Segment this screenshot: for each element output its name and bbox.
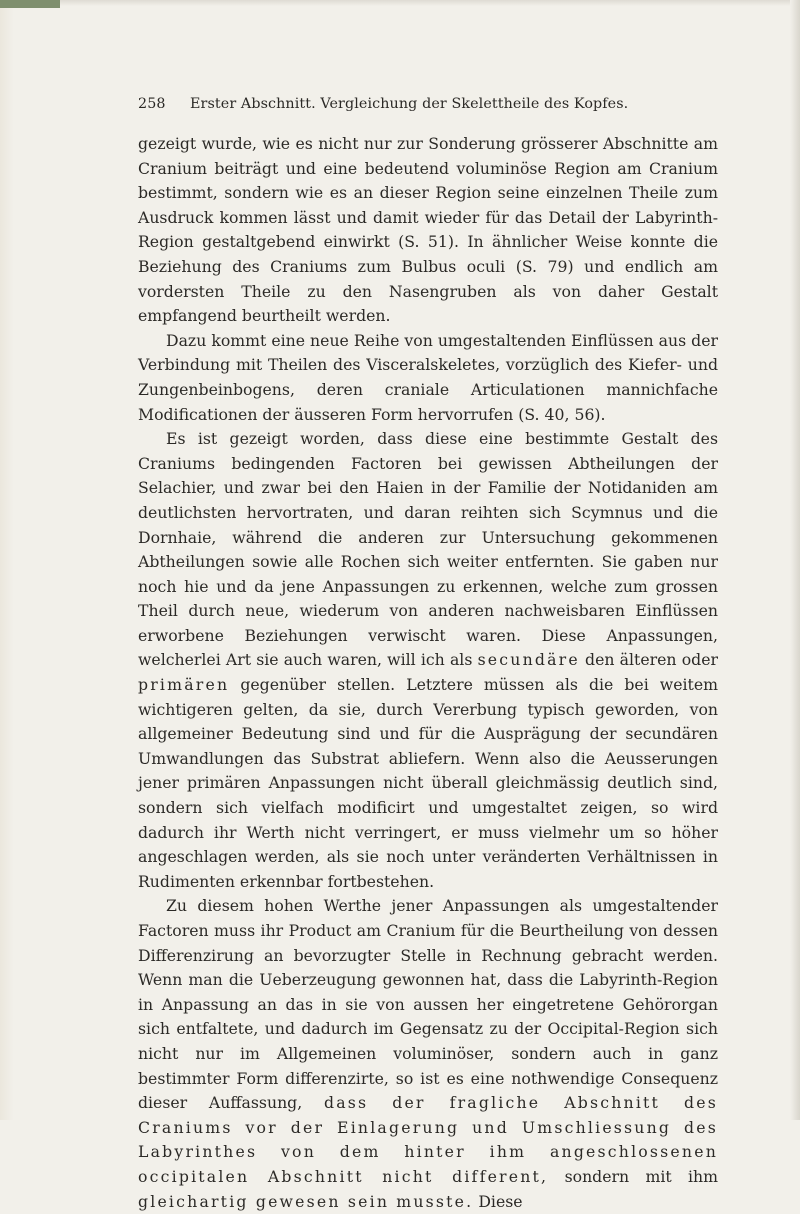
scan-edge-top (0, 0, 800, 6)
page-number: 258 (138, 96, 166, 112)
paragraph-2: Dazu kommt eine neue Reihe von umgestaltenden Einflüssen aus der Verbindung mit Theilen des Visceralskeletes, vorzüglich des Kiefer- und Zungenbeinbogens, deren craniale Articulationen mannichfache Modificationen der äusseren Form hervorrufen (S. 40, 56). (138, 330, 718, 424)
emphasis-spaced-passage-2: gleichartig gewesen sein musste. (138, 1191, 474, 1211)
running-title: Erster Abschnitt. Vergleichung der Skelettheile des Kopfes. (190, 96, 629, 112)
running-head (138, 96, 718, 122)
page-body (138, 132, 718, 1214)
paragraph-1: gezeigt wurde, wie es nicht nur zur Sonderung grösserer Abschnitte am Cranium beiträgt und eine bedeutend voluminöse Region am Cranium bestimmt, sondern wie es an dieser Region seine einzelnen Theile zum Ausdruck kommen lässt und damit wieder für das Detail der Labyrinth-Region gestaltgebend einwirkt (S. 51). In ähnlicher Weise konnte die Beziehung des Craniums zum Bulbus oculi (S. 79) und endlich am vordersten Theile zu den Nasengruben als von daher Gestalt empfangend beurtheilt werden. (138, 134, 718, 326)
emphasis-primaeren: primären (138, 675, 230, 695)
scan-edge-left (0, 0, 14, 1120)
scan-edge-right (790, 0, 800, 1120)
paragraph-3 (138, 427, 718, 894)
paragraph-4-text-c: Diese (473, 1191, 523, 1211)
paragraph-3-text-b: den älteren oder (579, 650, 718, 670)
paragraph-4-text-a: Zu diesem hohen Werthe jener Anpassungen als umgestaltender Factoren muss ihr Product am Cranium für die Beurtheilung von dessen Differenzirung an bevorzugter Stelle in Rechnung gebracht werden. Wenn man die Ueberzeugung gewonnen hat, dass die Labyrinth-Region in Anpassung an das in sie von aussen her eingetretene Gehörorgan sich entfaltete, und dadurch im Gegensatz zu der Occipital-Region sich nicht nur im Allgemeinen voluminöser, sondern auch in ganz bestimmter Form differenzirte, so ist es eine nothwendige Consequenz dieser Auffassung, (138, 896, 718, 1113)
emphasis-secundaere: secundäre (477, 650, 580, 670)
corner-tab (0, 0, 60, 8)
paragraph-4-text-b: sondern mit ihm (548, 1166, 718, 1186)
paragraph-4 (138, 894, 718, 1214)
emphasis-spaced-passage: dass der fragliche Abschnitt des Craniums vor der Einlagerung und Umschliessung des Labyrinthes von dem hinter ihm angeschlossenen occipitalen Abschnitt nicht different, (138, 1093, 718, 1186)
paragraph-3-text-c: gegenüber stellen. Letztere müssen als die bei weitem wichtigeren gelten, da sie, durch Vererbung typisch geworden, von allgemeiner Bedeutung sind und für die Ausprägung der secundären Umwandlungen das Substrat abliefern. Wenn also die Aeusserungen jener primären Anpassungen nicht überall gleichmässig deutlich sind, sondern sich vielfach modificirt und umgestaltet zeigen, so wird dadurch ihr Werth nicht verringert, er muss vielmehr um so höher angeschlagen werden, als sie noch unter veränderten Verhältnissen in Rudimenten erkennbar fortbestehen. (138, 675, 718, 891)
paragraph-3-text-a: Es ist gezeigt worden, dass diese eine bestimmte Gestalt des Craniums bedingenden Factoren bei gewissen Abtheilungen der Selachier, und zwar bei den Haien in der Familie der Notidaniden am deutlichsten hervortraten, und daran reihten sich Scymnus und die Dornhaie, während die anderen zur Untersuchung gekommenen Abtheilungen sowie alle Rochen sich weiter entfernten. Sie gaben nur noch hie und da jene Anpassungen zu erkennen, welche zum grossen Theil durch neue, wiederum von anderen nachweisbaren Einflüssen erworbene Beziehungen verwischt waren. Diese Anpassungen, welcherlei Art sie auch waren, will ich als (138, 429, 718, 670)
